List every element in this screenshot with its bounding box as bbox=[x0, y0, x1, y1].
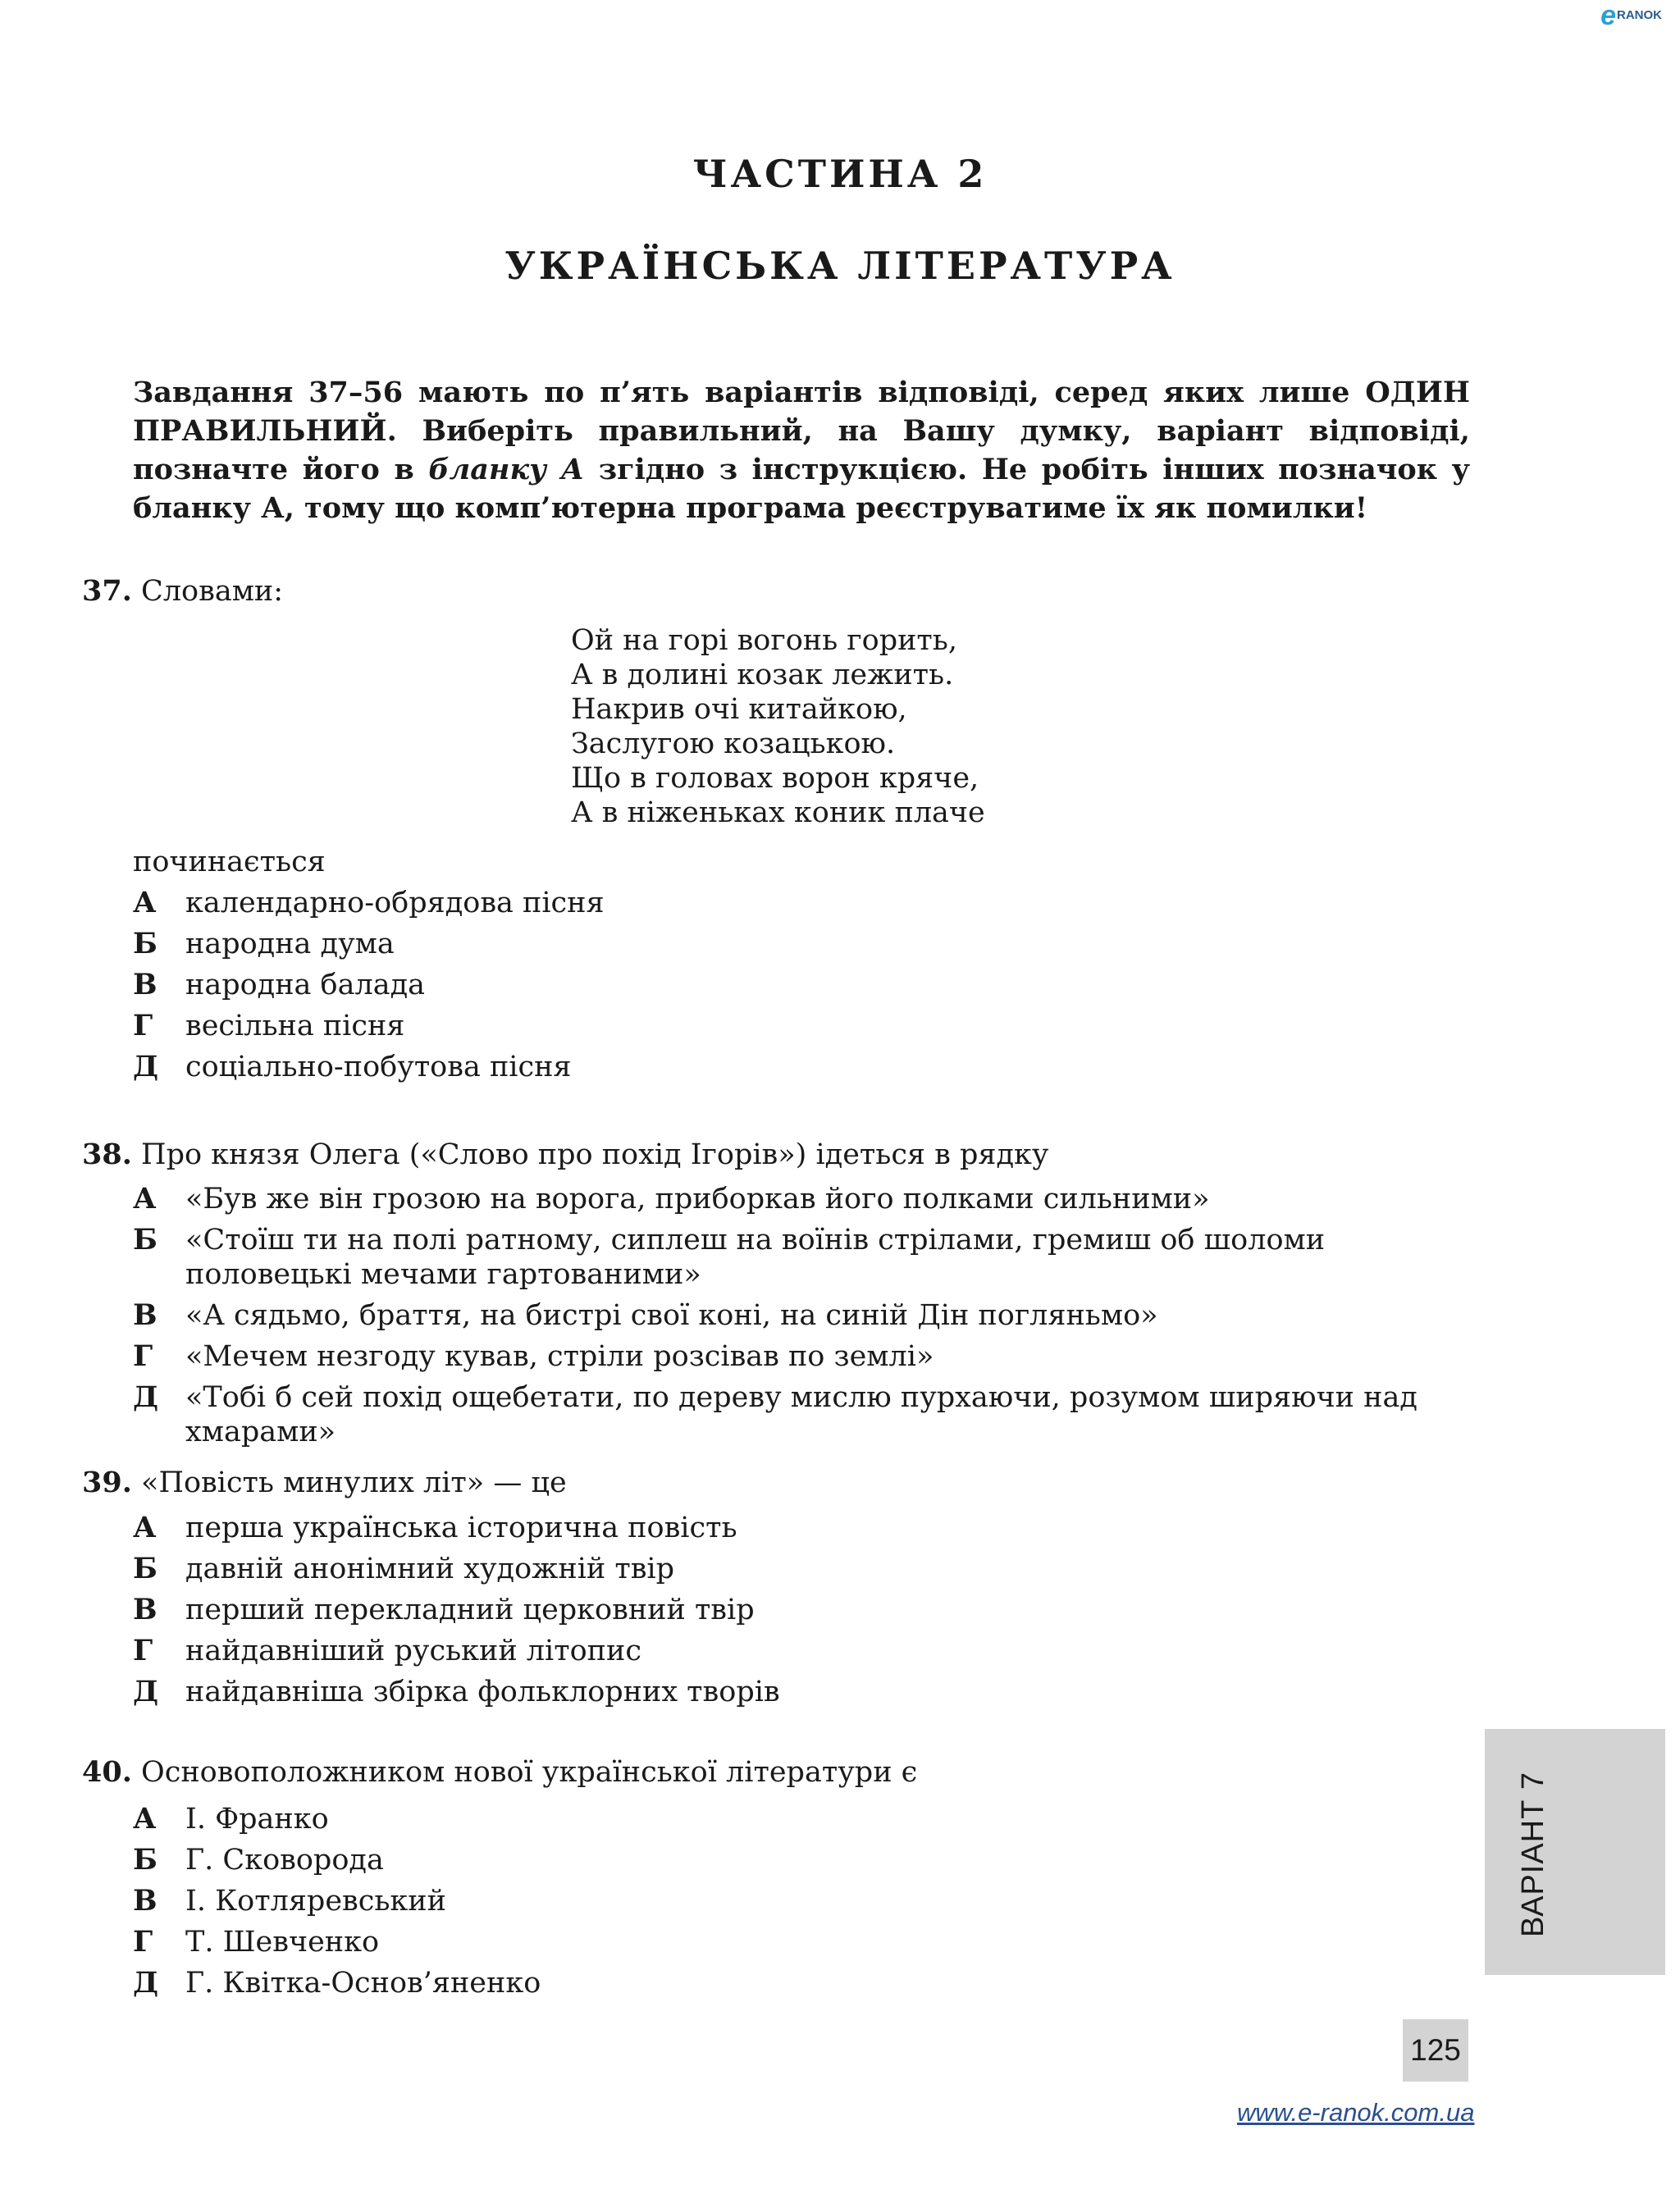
option-text: найдавніший руський літопис bbox=[185, 1635, 641, 1667]
option-d[interactable] bbox=[133, 1380, 1478, 1449]
option-h[interactable] bbox=[133, 1339, 1478, 1374]
option-text: весільна пісня bbox=[185, 1010, 405, 1042]
poem-line: Ой на горі вогонь горить, bbox=[571, 624, 957, 657]
question-text: Про князя Олега («Слово про похід Ігорів») ідеться в рядку bbox=[141, 1138, 1049, 1171]
option-a[interactable] bbox=[133, 1182, 1478, 1216]
question-37 bbox=[82, 574, 283, 609]
option-letter: Б bbox=[133, 1843, 158, 1877]
question-text: Словами: bbox=[141, 575, 284, 608]
option-text: «Був же він грозою на ворога, приборкав його полками сильними» bbox=[185, 1183, 1210, 1215]
question-text: «Повість минулих літ» — це bbox=[141, 1466, 567, 1499]
option-letter: В bbox=[133, 1884, 158, 1918]
option-text: «Тобі б сей похід ощебетати, по дереву мислю пурхаючи, розумом ширяючи над хмарами» bbox=[185, 1381, 1418, 1448]
question-text: Основоположником нової української літератури є bbox=[141, 1756, 918, 1789]
option-text: І. Котляревський bbox=[185, 1885, 446, 1918]
option-d[interactable] bbox=[133, 1675, 1478, 1709]
option-text: І. Франко bbox=[185, 1803, 329, 1836]
instructions-italic: бланку А bbox=[428, 453, 585, 486]
option-letter: В bbox=[133, 1298, 158, 1332]
eranok-logo bbox=[1600, 0, 1662, 31]
option-letter: А bbox=[133, 1511, 157, 1544]
option-b[interactable] bbox=[133, 1223, 1478, 1292]
option-letter: Д bbox=[133, 1675, 159, 1708]
option-text: Т. Шевченко bbox=[185, 1926, 380, 1959]
option-letter: Д bbox=[133, 1966, 159, 2000]
question-number: 37. bbox=[82, 574, 132, 608]
options-37 bbox=[133, 886, 1478, 1084]
option-text: народна балада bbox=[185, 969, 425, 1001]
poem-line: А в долині козак лежить. bbox=[571, 659, 954, 691]
poem-line: Що в головах ворон кряче, bbox=[571, 762, 979, 795]
instructions-part1: Завдання 37–56 мають по п’ять варіантів відповіді, серед яких лише ОДИН ПРАВИЛЬНИЙ. Виберіть правильний, на Вашу думку, варіант відповіді, позначте його в bbox=[133, 376, 1470, 486]
option-text: «А сядьмо, браття, на бистрі свої коні, на синій Дін погляньмо» bbox=[185, 1299, 1158, 1332]
question-38 bbox=[82, 1138, 1048, 1172]
part-title: ЧАСТИНА 2 bbox=[692, 152, 988, 196]
option-letter: Г bbox=[133, 1634, 153, 1667]
question-number: 39. bbox=[82, 1466, 132, 1499]
option-v[interactable] bbox=[133, 968, 1478, 1002]
option-a[interactable] bbox=[133, 1802, 1413, 1836]
question-continuation: починається bbox=[133, 846, 326, 878]
option-letter: Б bbox=[133, 1552, 158, 1585]
option-letter: Д bbox=[133, 1380, 159, 1414]
option-a[interactable] bbox=[133, 1511, 1478, 1545]
option-h[interactable] bbox=[133, 1925, 1413, 1959]
option-b[interactable] bbox=[133, 1552, 1478, 1586]
option-text: перша українська історична повість bbox=[185, 1512, 737, 1544]
option-text: календарно-обрядова пісня bbox=[185, 887, 605, 919]
question-40 bbox=[82, 1755, 917, 1790]
option-text: «Стоїш ти на полі ратному, сиплеш на воїнів стрілами, гремиш об шоломи половецькі мечами гартованими» bbox=[185, 1224, 1326, 1291]
option-letter: Д bbox=[133, 1050, 159, 1083]
option-v[interactable] bbox=[133, 1593, 1478, 1627]
option-text: народна дума bbox=[185, 928, 395, 960]
subject-title: УКРАЇНСЬКА ЛІТЕРАТУРА bbox=[504, 244, 1176, 288]
option-v[interactable] bbox=[133, 1884, 1413, 1918]
option-h[interactable] bbox=[133, 1634, 1478, 1668]
option-letter: В bbox=[133, 968, 158, 1001]
logo-mark: e bbox=[1600, 0, 1616, 31]
question-number: 40. bbox=[82, 1755, 132, 1789]
option-letter: А bbox=[133, 886, 157, 919]
instructions-part2: згідно з інструкцією. Не робіть інших позначок у бланку А, тому що комп’ютерна програма реєструватиме їх як помилки! bbox=[133, 453, 1471, 525]
option-d[interactable] bbox=[133, 1050, 1478, 1084]
option-h[interactable] bbox=[133, 1009, 1478, 1043]
option-letter: Б bbox=[133, 1223, 158, 1257]
option-letter: А bbox=[133, 1802, 157, 1836]
option-text: Г. Квітка-Основ’яненко bbox=[185, 1967, 541, 2000]
option-text: «Мечем незгоду кував, стріли розсівав по землі» bbox=[185, 1340, 934, 1373]
option-b[interactable] bbox=[133, 927, 1478, 961]
option-letter: Г bbox=[133, 1009, 153, 1042]
option-text: найдавніша збірка фольклорних творів bbox=[185, 1676, 780, 1708]
poem-line: А в ніженьках коник плаче bbox=[571, 796, 985, 829]
poem-line: Заслугою козацькою. bbox=[571, 727, 896, 760]
question-39 bbox=[82, 1466, 567, 1500]
option-v[interactable] bbox=[133, 1298, 1478, 1333]
options-38 bbox=[133, 1182, 1478, 1449]
option-text: Г. Сковорода bbox=[185, 1844, 384, 1877]
options-39 bbox=[133, 1511, 1478, 1709]
question-number: 38. bbox=[82, 1138, 132, 1171]
footer-link[interactable]: www.e-ranok.com.ua bbox=[1237, 2098, 1475, 2127]
variant-label: ВАРІАНТ 7 bbox=[1516, 1771, 1550, 1937]
options-40 bbox=[133, 1802, 1413, 2000]
poem-excerpt bbox=[571, 623, 985, 830]
logo-text: RANOK bbox=[1617, 8, 1662, 22]
instructions bbox=[133, 373, 1470, 527]
option-text: перший перекладний церковний твір bbox=[185, 1594, 755, 1626]
option-d[interactable] bbox=[133, 1966, 1413, 2000]
option-b[interactable] bbox=[133, 1843, 1413, 1877]
option-letter: А bbox=[133, 1182, 157, 1215]
option-text: соціально-побутова пісня bbox=[185, 1051, 572, 1083]
option-letter: Г bbox=[133, 1339, 153, 1373]
page-number: 125 bbox=[1403, 2019, 1468, 2082]
option-letter: В bbox=[133, 1593, 158, 1626]
option-letter: Б bbox=[133, 927, 158, 960]
option-a[interactable] bbox=[133, 886, 1478, 920]
variant-tab bbox=[1485, 1729, 1665, 1975]
poem-line: Накрив очі китайкою, bbox=[571, 693, 907, 726]
option-text: давній анонімний художній твір bbox=[185, 1553, 675, 1585]
option-letter: Г bbox=[133, 1925, 153, 1959]
